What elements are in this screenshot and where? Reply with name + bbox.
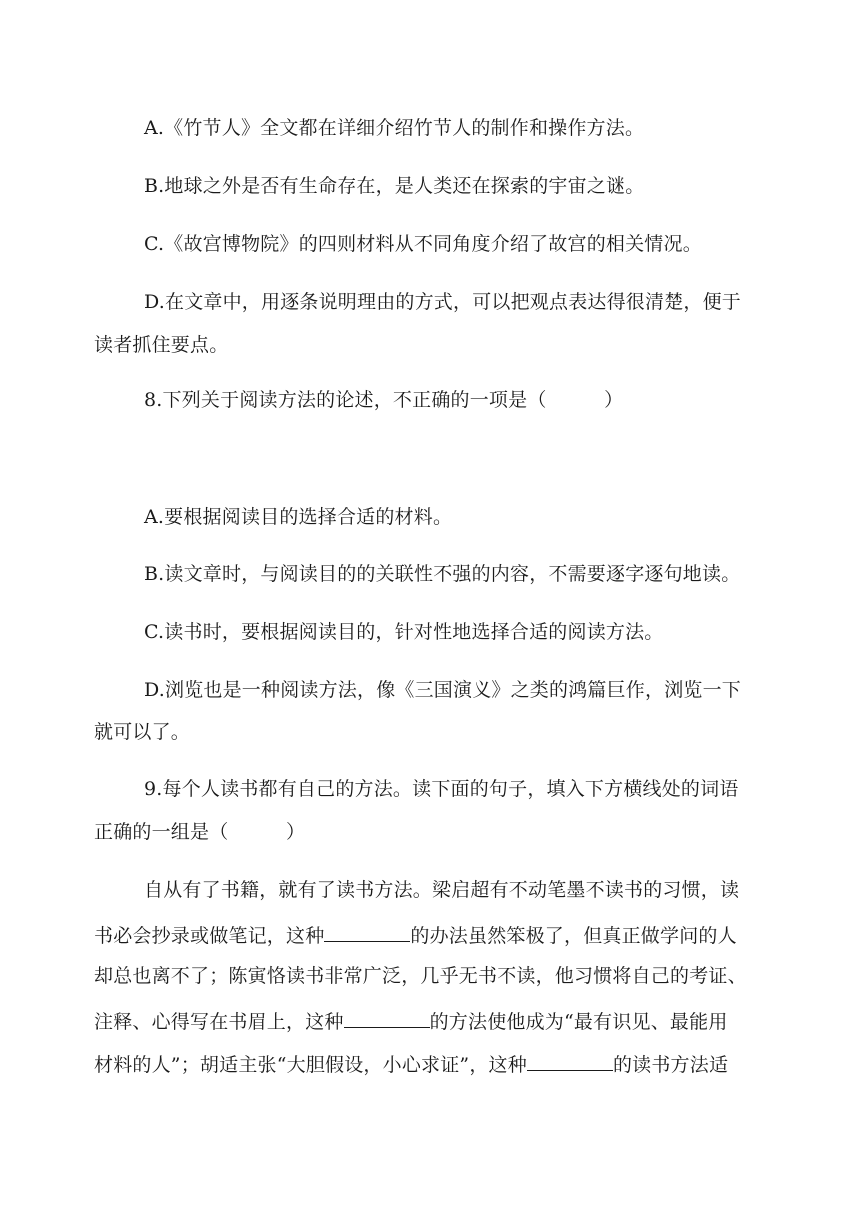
q9-passage-line1: 自从有了书籍，就有了读书方法。梁启超有不动笔墨不读书的习惯，读: [144, 879, 740, 901]
q8-option-a: A.要根据阅读目的选择合适的材料。: [144, 506, 453, 528]
q7-option-d-line1: D.在文章中，用逐条说明理由的方式，可以把观点表达得很清楚，便于: [144, 291, 741, 313]
fill-in-blank-1[interactable]: [324, 919, 410, 942]
q8-option-d-line2: 就可以了。: [94, 721, 191, 743]
q7-option-a: A.《竹节人》全文都在详细介绍竹节人的制作和操作方法。: [144, 117, 645, 139]
q9-passage-line4-text-a: 注释、心得写在书眉上，这种: [94, 1011, 344, 1033]
q7-option-d-line2: 读者抓住要点。: [94, 334, 229, 356]
fill-in-blank-2[interactable]: [344, 1005, 430, 1028]
q7-option-c: C.《故宫博物院》的四则材料从不同角度介绍了故宫的相关情况。: [144, 233, 702, 255]
q9-stem-line1: 9.每个人读书都有自己的方法。读下面的句子，填入下方横线处的词语: [144, 778, 739, 800]
q9-passage-line4-text-b: 的方法使他成为“最有识见、最能用: [429, 1011, 728, 1033]
q9-passage-line2-text-b: 的办法虽然笨极了，但真正做学问的人: [410, 925, 737, 947]
fill-in-blank-3[interactable]: [527, 1048, 613, 1071]
q8-stem: 8.下列关于阅读方法的论述，不正确的一项是（ ）: [144, 389, 624, 411]
q9-passage-line5-text-b: 的读书方法适: [612, 1054, 729, 1076]
q9-stem-line2: 正确的一组是（ ）: [94, 821, 306, 843]
q9-passage-line5: [94, 1048, 728, 1079]
q9-passage-line3: 却总也离不了；陈寅恪读书非常广泛，几乎无书不读，他习惯将自己的考证、: [94, 965, 747, 987]
q8-option-d-line1: D.浏览也是一种阅读方法，像《三国演义》之类的鸿篇巨作，浏览一下: [144, 679, 741, 701]
q8-option-b: B.读文章时，与阅读目的的关联性不强的内容，不需要逐字逐句地读。: [144, 563, 741, 585]
q9-passage-line2-text-a: 书必会抄录或做笔记，这种: [94, 925, 325, 947]
q9-passage-line2: [94, 919, 737, 950]
q7-option-b: B.地球之外是否有生命存在，是人类还在探索的宇宙之谜。: [144, 175, 645, 197]
q9-passage-line5-text-a: 材料的人”；胡适主张“大胆假设，小心求证”，这种: [94, 1054, 527, 1076]
q9-passage-line4: [94, 1005, 728, 1036]
q8-option-c: C.读书时，要根据阅读目的，针对性地选择合适的阅读方法。: [144, 621, 664, 643]
